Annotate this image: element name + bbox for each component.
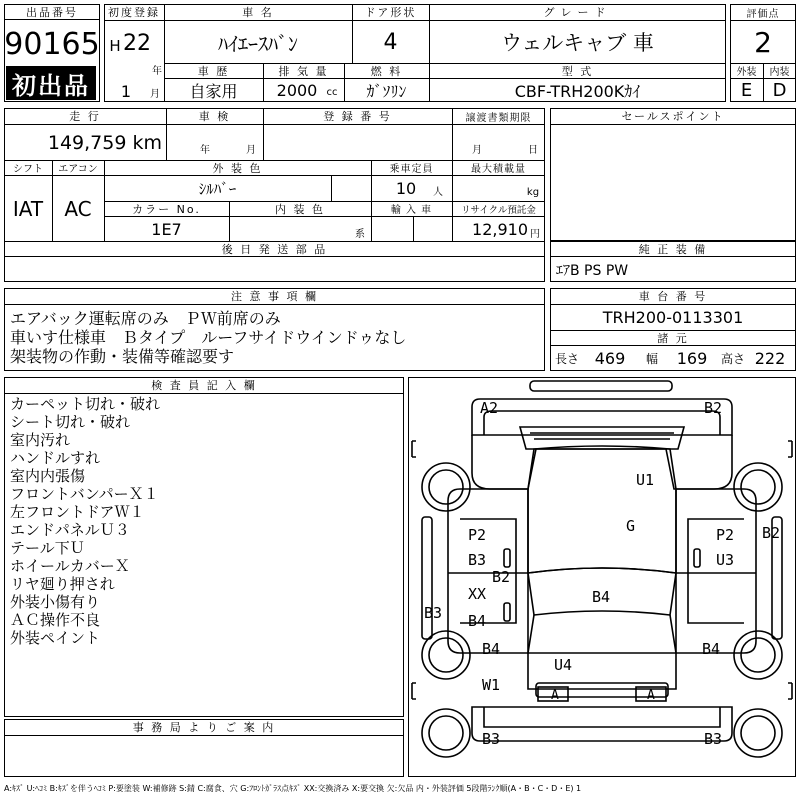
inspector-line: フロントバンパーＸ１ [10, 485, 159, 503]
chassis-label: 車 台 番 号 [638, 290, 708, 303]
score-label: 評価点 [746, 8, 780, 20]
int-color-unit: 系 [355, 228, 365, 240]
history-label: 車 歴 [197, 64, 230, 78]
fuel-label: 燃 料 [370, 64, 403, 78]
length-value: 469 [594, 348, 626, 368]
mark-p2-right: P2 [716, 526, 735, 544]
mileage-value: 149,759 km [47, 131, 162, 154]
interior-grade: D [772, 79, 787, 101]
aircon-value: AC [64, 196, 92, 221]
mark-w1: W1 [482, 676, 501, 694]
dims-label: 諸 元 [657, 331, 689, 345]
int-color-label: 内 装 色 [275, 202, 325, 216]
transfer-month-unit: 月 [472, 144, 482, 156]
inspector-line: ホイールカバーＸ [10, 557, 130, 575]
height-value: 222 [754, 348, 786, 368]
mark-b4-right: B4 [702, 640, 721, 658]
mark-b4-left: B4 [468, 612, 487, 630]
lot-label: 出品番号 [4, 4, 100, 20]
equipment-label: 純 正 装 備 [638, 242, 708, 256]
color-no-label: カラー No. [132, 202, 201, 216]
mark-b3-bottom-right: B3 [704, 730, 723, 748]
year-unit: 年 [152, 65, 162, 76]
color-value: ｼﾙﾊﾞｰ [198, 180, 237, 198]
capacity-value: 10 [395, 179, 417, 198]
model-value: CBF-TRH200Kｶｲ [514, 81, 641, 101]
width-label: 幅 [645, 351, 658, 366]
grade-label: グレード [543, 6, 612, 19]
notes-label: 注 意 事 項 欄 [231, 290, 318, 303]
sales-points-box [550, 108, 796, 241]
shaken-year-unit: 年 [200, 144, 210, 156]
mark-g: G [626, 517, 636, 535]
displacement-unit: cc [326, 86, 338, 98]
inspector-line: ＡＣ操作不良 [10, 611, 101, 629]
inspector-label: 検 査 員 記 入 欄 [151, 379, 257, 392]
recycle-unit: 円 [530, 228, 540, 240]
history-value: 自家用 [189, 81, 238, 101]
transfer-day-unit: 日 [528, 144, 538, 156]
car-name: ﾊｲｴｰｽﾊﾞﾝ [218, 31, 298, 56]
shift-value: IAT [12, 196, 44, 221]
chassis-number: TRH200-0113301 [602, 308, 744, 327]
equipment-value: ｴｱB PS PW [556, 262, 629, 279]
displacement-label: 排 気 量 [278, 64, 329, 78]
inspector-line: リヤ廻り押され [10, 575, 115, 593]
mark-b2-right: B2 [762, 524, 781, 542]
footer-legend: A:ｷｽﾞ U:ﾍｺﾐ B:ｷｽﾞを伴うﾍｺﾐ P:要塗装 W:補修跡 S:錆 C:腐食、穴 G:ﾌﾛﾝﾄｶﾞﾗｽ点ｷｽﾞ XX:交換済み X:要交換 欠:欠品 内・外装評価 5段階ﾗﾝｸ順(A・B・C・D・E) 1 [4, 783, 582, 793]
inspector-line: 外装ペイント [10, 629, 101, 647]
sales-points-label: セールスポイント [621, 110, 725, 123]
inspector-line: エンドパネルＵ３ [10, 521, 130, 539]
exterior-label: 外装 [736, 67, 757, 78]
exterior-grade: E [740, 79, 753, 101]
aircon-label: エアコン [58, 164, 98, 175]
mark-a2: A2 [480, 399, 499, 417]
max-load-label: 最大積載量 [471, 164, 526, 175]
mark-u4: U4 [554, 656, 573, 674]
note-line: 架装物の作動・装備等確認要す [10, 347, 235, 366]
interior-label: 内装 [769, 67, 790, 78]
inspector-list [10, 395, 160, 647]
height-label: 高さ [720, 351, 745, 366]
inspector-line: 左フロントドアＷ１ [10, 503, 145, 521]
inspector-line: 外装小傷有り [10, 593, 101, 611]
length-label: 長さ [554, 351, 579, 366]
reg-year: 22 [123, 30, 151, 56]
mark-b3-side: B3 [424, 604, 443, 622]
door-value: 4 [383, 29, 398, 55]
inspector-line: ハンドルすれ [10, 449, 101, 467]
max-load-unit: kg [526, 186, 540, 198]
shaken-label: 車 検 [198, 110, 231, 123]
mileage-label: 走 行 [69, 110, 101, 123]
era: H [109, 37, 121, 55]
mark-u1: U1 [636, 471, 655, 489]
capacity-unit: 人 [433, 186, 443, 198]
car-diagram [408, 377, 796, 777]
shift-label: シフト [13, 164, 43, 175]
mark-p2-left: P2 [468, 526, 487, 544]
mark-b4-center: B4 [592, 588, 611, 606]
transfer-label: 譲渡書類期限 [465, 112, 532, 124]
mark-xx: XX [468, 585, 487, 603]
car-name-label: 車 名 [242, 6, 274, 19]
import-label: 輸 入 車 [390, 205, 433, 216]
inspector-line: 室内内張傷 [10, 467, 86, 485]
office-label: 事 務 局 よ り ご 案 内 [132, 721, 276, 734]
mark-b2-top-right: B2 [704, 399, 723, 417]
shaken-month-unit: 月 [246, 144, 256, 156]
later-parts-label: 後 日 発 送 部 品 [221, 242, 328, 256]
inspector-line: カーペット切れ・破れ [10, 395, 161, 413]
mark-b4-left2: B4 [482, 640, 501, 658]
mark-b3-bottom-left: B3 [482, 730, 501, 748]
mark-u3: U3 [716, 551, 735, 569]
capacity-label: 乗車定員 [389, 164, 434, 175]
inspector-line: テール下Ｕ [10, 539, 85, 557]
fuel-value: ｶﾞｿﾘﾝ [366, 81, 407, 101]
recycle-value: 12,910 [472, 219, 528, 239]
lot-number: 90165 [4, 26, 100, 62]
mark-b2-mid: B2 [492, 568, 511, 586]
first-listing-badge: 初出品 [6, 66, 96, 100]
note-line: 車いす仕様車 Ｂタイプ ルーフサイドウインドゥなし [10, 328, 407, 347]
month-unit: 月 [150, 88, 160, 100]
grade-value: ウェルキャブ 車 [501, 31, 654, 55]
recycle-label: リサイクル預託金 [461, 204, 536, 216]
color-no-value: 1E7 [151, 219, 182, 239]
mark-b3-left: B3 [468, 551, 487, 569]
color-label: 外 装 色 [212, 161, 263, 175]
displacement-value: 2000 [276, 80, 318, 100]
mark-a-right: A [647, 688, 655, 703]
mark-a-left: A [551, 688, 559, 703]
score-value: 2 [754, 25, 772, 59]
note-line: エアバック運転席のみ ＰＷ前席のみ [10, 309, 281, 328]
first-reg-label: 初度登録 [108, 6, 160, 19]
reg-month: 1 [120, 82, 132, 100]
inspector-line: 室内汚れ [10, 431, 71, 449]
header-section [4, 4, 796, 102]
model-label: 型 式 [561, 64, 594, 78]
door-label: ドア形状 [364, 6, 417, 19]
plate-label: 登 録 番 号 [323, 110, 392, 123]
notes-list [10, 309, 406, 366]
inspector-line: シート切れ・破れ [10, 413, 131, 431]
width-value: 169 [676, 348, 708, 368]
